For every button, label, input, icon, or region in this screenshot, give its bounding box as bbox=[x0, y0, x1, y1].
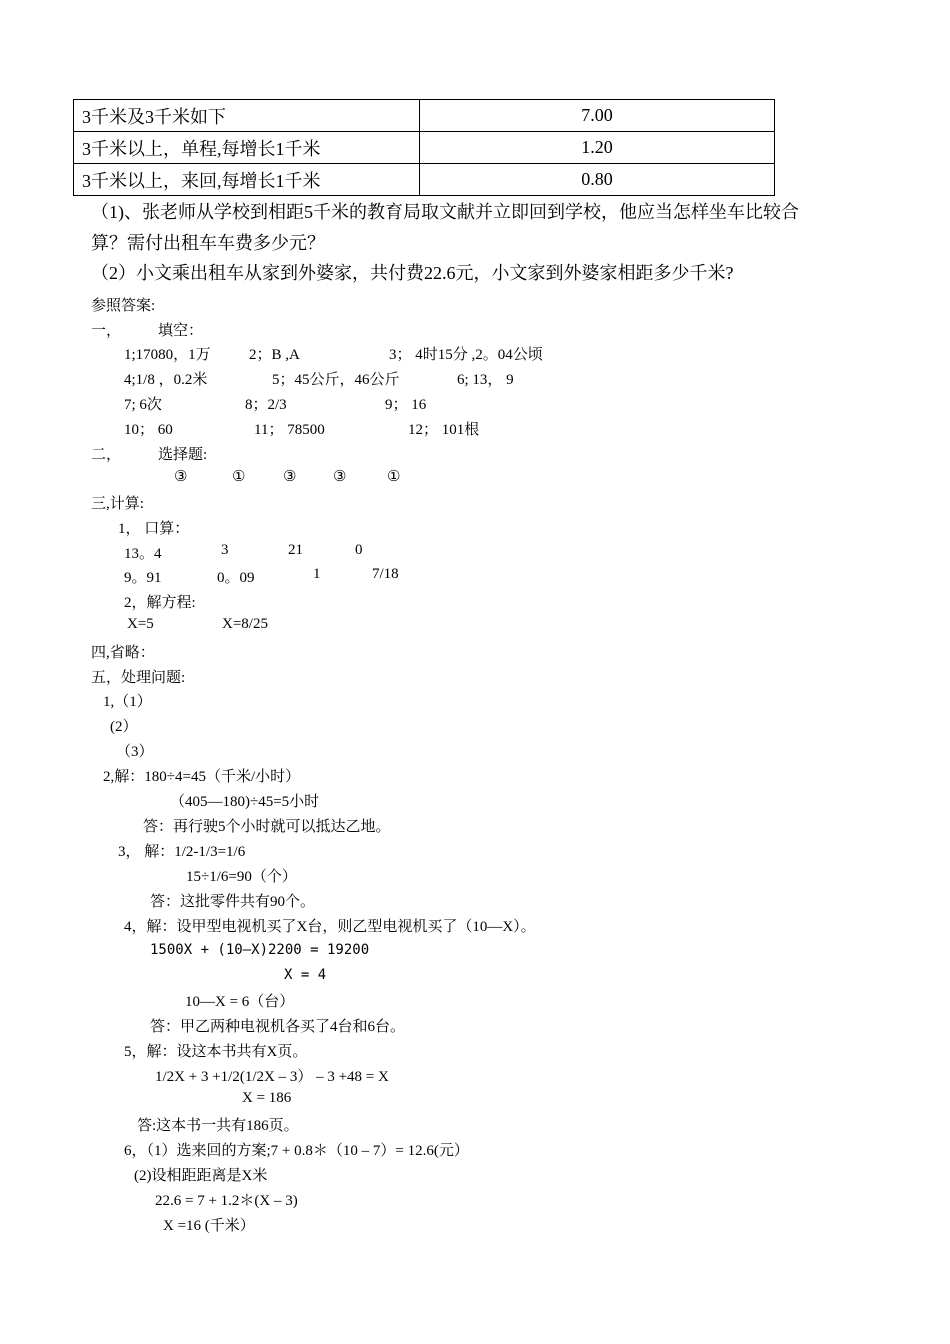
equation-answer: X=8/25 bbox=[222, 616, 268, 632]
choice-answer: ① bbox=[387, 469, 401, 485]
oral-answer: 13。4 bbox=[124, 546, 162, 562]
problem-6-line: 6，（1）选来回的方案;7 + 0.8＊（10 – 7）= 12.6(元） bbox=[124, 1143, 469, 1159]
fill-answer: 1;17080，1万 bbox=[124, 347, 211, 363]
problem-5-line: X = 186 bbox=[242, 1090, 292, 1106]
choice-answer: ① bbox=[232, 469, 246, 485]
problem-3-line: 15÷1/6=90（个） bbox=[186, 869, 297, 885]
table-row bbox=[74, 132, 775, 164]
problem-1-part: (2） bbox=[110, 719, 138, 735]
fill-answer: 3； 4时15分 ,2。04公顷 bbox=[389, 347, 543, 363]
problem-1-part: （3） bbox=[116, 744, 154, 760]
fare-condition: 3千米以上，来回,每增长1千米 bbox=[74, 164, 420, 196]
problem-6-line: 22.6 = 7 + 1.2＊(X – 3) bbox=[155, 1193, 298, 1209]
fill-answer: 5；45公斤，46公斤 bbox=[272, 372, 400, 388]
problem-3-line: 3， 解：1/2-1/3=1/6 bbox=[118, 844, 246, 860]
problem-1-part: 1,（1） bbox=[103, 694, 152, 710]
answers-heading: 参照答案: bbox=[91, 298, 156, 314]
problem-5-line: 1/2X + 3 +1/2(1/2X – 3） – 3 +48 = X bbox=[155, 1069, 389, 1085]
section-5-title: 五，处理问题: bbox=[91, 670, 186, 686]
problem-6-line: (2)设相距距离是X米 bbox=[134, 1168, 268, 1184]
problem-4-line: 1500X + (10—X)2200 = 19200 bbox=[150, 942, 370, 958]
problem-6-line: X =16 (千米） bbox=[163, 1218, 255, 1234]
oral-calc-label: 1， 口算： bbox=[118, 521, 190, 537]
equation-answer: X=5 bbox=[127, 616, 154, 632]
fill-answer: 11； 78500 bbox=[254, 422, 325, 438]
fare-table bbox=[73, 99, 775, 196]
oral-answer: 1 bbox=[313, 566, 321, 582]
oral-answer: 7/18 bbox=[372, 566, 399, 582]
fare-price: 1.20 bbox=[420, 132, 775, 164]
table-row bbox=[74, 164, 775, 196]
problem-4-line: 10—X = 6（台） bbox=[185, 994, 295, 1010]
question-1-line-2: 算？需付出租车车费多少元？ bbox=[91, 233, 325, 253]
fill-answer: 2；B ,A bbox=[249, 347, 300, 363]
fill-answer: 8；2/3 bbox=[245, 397, 287, 413]
problem-2-line: 2,解：180÷4=45（千米/小时） bbox=[103, 769, 301, 785]
equation-label: 2，解方程: bbox=[124, 595, 196, 611]
question-2: （2）小文乘出租车从家到外婆家，共付费22.6元，小文家到外婆家相距多少千米? bbox=[91, 263, 734, 283]
section-4-title: 四,省略： bbox=[91, 645, 155, 661]
fill-answer: 9； 16 bbox=[385, 397, 427, 413]
fare-condition: 3千米以上，单程,每增长1千米 bbox=[74, 132, 420, 164]
oral-answer: 3 bbox=[221, 542, 229, 558]
oral-answer: 0 bbox=[355, 542, 363, 558]
section-3-title: 三,计算: bbox=[91, 496, 144, 512]
problem-4-line: 答：甲乙两种电视机各买了4台和6台。 bbox=[150, 1019, 406, 1035]
problem-2-line: （405—180)÷45=5小时 bbox=[170, 794, 320, 810]
oral-answer: 0。09 bbox=[217, 570, 255, 586]
fare-price: 7.00 bbox=[420, 100, 775, 132]
fill-answer: 12； 101根 bbox=[408, 422, 480, 438]
section-2-title: 选择题: bbox=[158, 447, 208, 463]
section-2-number: 二， bbox=[91, 447, 122, 463]
fill-answer: 7; 6次 bbox=[124, 397, 162, 413]
choice-answer: ③ bbox=[283, 469, 297, 485]
fill-answer: 6; 13， 9 bbox=[457, 372, 514, 388]
question-1-line-1: （1)、张老师从学校到相距5千米的教育局取文献并立即回到学校，他应当怎样坐车比较合 bbox=[91, 202, 799, 222]
fill-answer: 10； 60 bbox=[124, 422, 173, 438]
oral-answer: 9。91 bbox=[124, 570, 162, 586]
problem-4-line: 4，解：设甲型电视机买了X台，则乙型电视机买了（10—X）。 bbox=[124, 919, 536, 935]
choice-answer: ③ bbox=[174, 469, 188, 485]
table-row bbox=[74, 100, 775, 132]
fill-answer: 4;1/8 ，0.2米 bbox=[124, 372, 208, 388]
choice-answer: ③ bbox=[333, 469, 347, 485]
problem-2-line: 答：再行驶5个小时就可以抵达乙地。 bbox=[143, 819, 391, 835]
section-1-number: 一， bbox=[91, 323, 122, 339]
problem-3-line: 答：这批零件共有90个。 bbox=[150, 894, 316, 910]
section-1-title: 填空： bbox=[158, 323, 204, 339]
fare-price: 0.80 bbox=[420, 164, 775, 196]
fare-condition: 3千米及3千米如下 bbox=[74, 100, 420, 132]
problem-5-line: 5，解：设这本书共有X页。 bbox=[124, 1044, 308, 1060]
problem-4-line: X = 4 bbox=[284, 967, 327, 983]
oral-answer: 21 bbox=[288, 542, 303, 558]
problem-5-line: 答:这本书一共有186页。 bbox=[137, 1118, 299, 1134]
